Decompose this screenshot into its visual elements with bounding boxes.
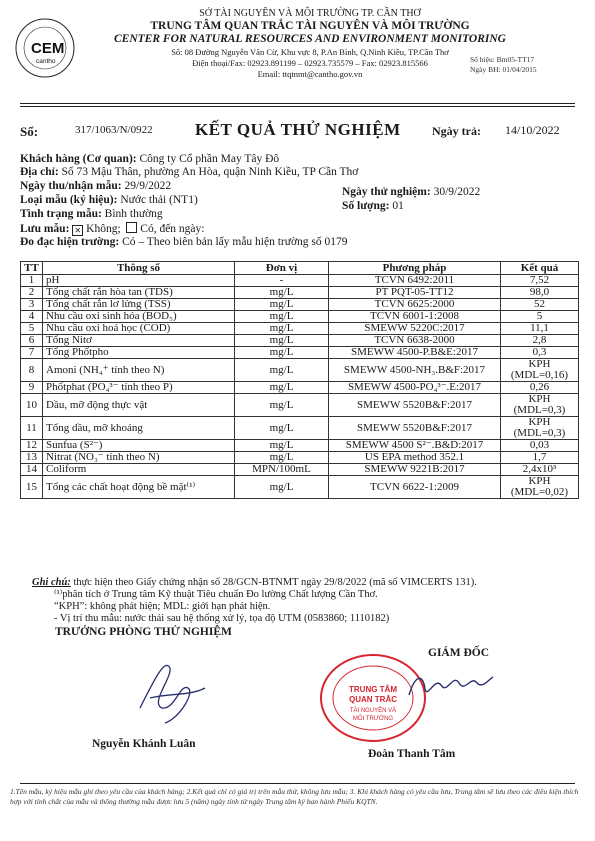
- table-row: [21, 347, 579, 359]
- center-address: Số: 08 Đường Nguyễn Văn Cừ, Khu vực 8, P.An Bình, Q.Ninh Kiều, TP.Cần Thơ: [171, 47, 449, 57]
- cell-result: KPH (MDL=0,3): [501, 417, 579, 440]
- cell-method: SMEWW 4500-NH₃.B&F:2017: [329, 359, 501, 382]
- director-name: Đoàn Thanh Tâm: [368, 748, 456, 760]
- table-row: [21, 287, 579, 299]
- table-row: [21, 382, 579, 394]
- report-number: 317/1063/N/0922: [75, 124, 153, 136]
- cell-method: PT PQT-05-TT12: [329, 287, 501, 299]
- header-tt: TT: [21, 262, 43, 275]
- cell-tt: 14: [21, 464, 43, 476]
- table-header-row: [21, 262, 579, 275]
- center-name-en: CENTER FOR NATURAL RESOURCES AND ENVIRONMENT MONITORING: [114, 33, 506, 45]
- cell-tt: 2: [21, 287, 43, 299]
- cell-unit: mg/L: [235, 347, 329, 359]
- header-divider: [20, 103, 575, 104]
- notes-line-3: “KPH”: không phát hiện; MDL: giới hạn phát hiện.: [54, 601, 271, 612]
- cell-method: SMEWW 4500 S²⁻.B&D:2017: [329, 440, 501, 452]
- customer-row: [20, 153, 279, 166]
- cell-unit: mg/L: [235, 452, 329, 464]
- cell-param: Nitrat (NO₃⁻ tính theo N): [43, 452, 235, 464]
- cell-tt: 7: [21, 347, 43, 359]
- sample-status-row: [20, 208, 163, 221]
- cell-unit: mg/L: [235, 382, 329, 394]
- director-title: GIÁM ĐỐC: [428, 647, 490, 659]
- cell-unit: mg/L: [235, 287, 329, 299]
- notes-line-2: ⁽¹⁾phân tích ở Trung tâm Kỹ thuật Tiêu chuẩn Đo lường Chất lượng Cần Thơ.: [54, 589, 378, 600]
- cell-tt: 4: [21, 311, 43, 323]
- cell-result: KPH (MDL=0,16): [501, 359, 579, 382]
- cell-param: Tổng chất rắn lơ lửng (TSS): [43, 299, 235, 311]
- field-measurement: Có – Theo biên bản lấy mẫu hiện trường số 0179: [122, 236, 348, 248]
- test-date-row: [342, 186, 480, 199]
- sample-type-label: Loại mẫu (ký hiệu):: [20, 194, 118, 206]
- cell-method: TCVN 6492:2011: [329, 275, 501, 287]
- storage-yes-label: Có, đến ngày:: [140, 223, 205, 235]
- field-measurement-label: Đo đạc hiện trường:: [20, 236, 120, 248]
- quantity-row: [342, 200, 404, 213]
- svg-text:TÀI NGUYÊN VÀ: TÀI NGUYÊN VÀ: [349, 708, 397, 714]
- quantity: 01: [392, 200, 404, 212]
- form-code-number: Số hiệu: Bm05-TT17: [470, 55, 535, 64]
- form-code: [470, 55, 537, 75]
- notes-line-1: thực hiện theo Giấy chứng nhận số 28/GCN-BTNMT ngày 29/8/2022 (mã số VIMCERTS 131).: [73, 577, 477, 588]
- cell-tt: 6: [21, 335, 43, 347]
- ministry-name: SỞ TÀI NGUYÊN VÀ MÔI TRƯỜNG TP. CẦN THƠ: [199, 8, 421, 19]
- header-method: Phương pháp: [329, 262, 501, 275]
- cell-result: 2,8: [501, 335, 579, 347]
- cell-unit: -: [235, 275, 329, 287]
- lab-head-name: Nguyễn Khánh Luân: [92, 738, 196, 750]
- cell-result: 5: [501, 311, 579, 323]
- cell-method: SMEWW 5520B&F:2017: [329, 417, 501, 440]
- center-name-vn: TRUNG TÂM QUAN TRẮC TÀI NGUYÊN VÀ MÔI TRƯỜNG: [150, 20, 470, 32]
- cell-result: 7,52: [501, 275, 579, 287]
- cell-param: pH: [43, 275, 235, 287]
- cell-result: 52: [501, 299, 579, 311]
- cell-method: TCVN 6638-2000: [329, 335, 501, 347]
- cell-unit: mg/L: [235, 476, 329, 499]
- customer-name: Công ty Cổ phần May Tây Đô: [139, 153, 280, 165]
- return-date-label: Ngày trả:: [432, 124, 481, 138]
- center-email: Email: ttqtnmt@cantho.gov.vn: [257, 69, 363, 79]
- cell-result: 11,1: [501, 323, 579, 335]
- cell-tt: 8: [21, 359, 43, 382]
- cell-unit: MPN/100mL: [235, 464, 329, 476]
- cell-param: Nhu cầu oxi sinh hóa (BOD₅): [43, 311, 235, 323]
- sample-type-row: [20, 194, 198, 207]
- center-phone: Điện thoại/Fax: 02923.891199 – 02923.735579 – Fax: 02923.815566: [192, 58, 428, 68]
- cell-param: Tổng các chất hoạt động bề mặt⁽¹⁾: [43, 476, 235, 499]
- table-row: [21, 417, 579, 440]
- customer-label: Khách hàng (Cơ quan):: [20, 153, 137, 165]
- svg-text:TRUNG TÂM: TRUNG TÂM: [349, 685, 397, 694]
- cell-unit: mg/L: [235, 335, 329, 347]
- cell-tt: 12: [21, 440, 43, 452]
- form-code-date: Ngày BH: 01/04/2015: [470, 65, 537, 74]
- cell-param: Tổng chất rắn hòa tan (TDS): [43, 287, 235, 299]
- header-result: Kết quả: [501, 262, 579, 275]
- return-date: 14/10/2022: [505, 123, 560, 137]
- cell-tt: 11: [21, 417, 43, 440]
- cell-result: KPH (MDL=0,02): [501, 476, 579, 499]
- report-number-label: Số:: [20, 124, 39, 139]
- table-row: [21, 476, 579, 499]
- footer-divider: [20, 783, 575, 784]
- cell-result: 0,03: [501, 440, 579, 452]
- cell-param: Amoni (NH₄⁺ tính theo N): [43, 359, 235, 382]
- storage-no-label: Không;: [86, 223, 121, 235]
- notes: [32, 577, 477, 625]
- cell-unit: mg/L: [235, 440, 329, 452]
- cell-method: TCVN 6622-1:2009: [329, 476, 501, 499]
- center-logo: [14, 17, 76, 79]
- cell-method: SMEWW 5520B&F:2017: [329, 394, 501, 417]
- cell-method: SMEWW 4500-PO₄³⁻.E:2017: [329, 382, 501, 394]
- cell-param: Phốtphat (PO₄³⁻ tính theo P): [43, 382, 235, 394]
- table-row: [21, 359, 579, 382]
- cell-tt: 13: [21, 452, 43, 464]
- table-row: [21, 452, 579, 464]
- header-unit: Đơn vị: [235, 262, 329, 275]
- cell-result: 98,0: [501, 287, 579, 299]
- cell-param: Tổng Phốtpho: [43, 347, 235, 359]
- results-table: [20, 261, 579, 499]
- table-row: [21, 311, 579, 323]
- sample-status: Bình thường: [104, 208, 163, 220]
- lab-head-signature: [110, 648, 220, 735]
- cell-tt: 9: [21, 382, 43, 394]
- cell-result: 2,4x10³: [501, 464, 579, 476]
- cell-unit: mg/L: [235, 359, 329, 382]
- cell-param: Tổng dầu, mỡ khoáng: [43, 417, 235, 440]
- cell-tt: 1: [21, 275, 43, 287]
- cell-unit: mg/L: [235, 311, 329, 323]
- cell-unit: mg/L: [235, 417, 329, 440]
- table-row: [21, 394, 579, 417]
- address-row: [20, 166, 358, 179]
- test-date-label: Ngày thử nghiệm:: [342, 186, 431, 198]
- header-param: Thông số: [43, 262, 235, 275]
- notes-line-4: - Vị trí thu mẫu: nước thải sau hệ thống xử lý, tọa độ UTM (0583860; 1110182): [54, 613, 390, 624]
- storage-yes-checkbox: [126, 222, 137, 233]
- cell-method: SMEWW 9221B:2017: [329, 464, 501, 476]
- svg-text:cantho: cantho: [36, 58, 56, 65]
- customer-address: Số 73 Mậu Thân, phường An Hòa, quận Ninh Kiều, TP Cần Thơ: [61, 166, 359, 178]
- table-row: [21, 464, 579, 476]
- address-label: Địa chỉ:: [20, 166, 59, 178]
- svg-text:MÔI TRƯỜNG: MÔI TRƯỜNG: [352, 716, 394, 722]
- cell-param: Coliform: [43, 464, 235, 476]
- cell-result: 1,7: [501, 452, 579, 464]
- svg-text:CEM: CEM: [31, 40, 65, 57]
- sample-status-label: Tình trạng mẫu:: [20, 208, 102, 220]
- table-row: [21, 440, 579, 452]
- notes-label: Ghi chú:: [32, 577, 71, 588]
- cell-tt: 3: [21, 299, 43, 311]
- cell-param: Sunfua (S²⁻): [43, 440, 235, 452]
- cell-tt: 15: [21, 476, 43, 499]
- cell-tt: 5: [21, 323, 43, 335]
- table-row: [21, 323, 579, 335]
- cell-unit: mg/L: [235, 299, 329, 311]
- table-row: [21, 299, 579, 311]
- receive-date-row: [20, 180, 171, 193]
- director-signature: [405, 665, 495, 710]
- cell-method: SMEWW 4500-P.B&E:2017: [329, 347, 501, 359]
- cell-unit: mg/L: [235, 394, 329, 417]
- sample-storage-row: [20, 222, 204, 236]
- table-row: [21, 335, 579, 347]
- page-title: KẾT QUẢ THỬ NGHIỆM: [195, 120, 401, 139]
- cell-method: SMEWW 5220C:2017: [329, 323, 501, 335]
- cell-param: Dầu, mỡ động thực vật: [43, 394, 235, 417]
- footnote: 1.Tên mẫu, ký hiệu mẫu ghi theo yêu cầu của khách hàng; 2.Kết quả chỉ có giá trị trên mẫu thử, không lưu mẫu; 3. Khi khách hàng có yêu cầu lưu, Trung tâm sẽ lưu theo các điều kiện thích hợp với tính chất của mẫu và thông thường mẫu được lưu 5 (năm) ngày tính từ ngày Trung tâm ký ban hành Phiếu KQTN.: [10, 787, 579, 806]
- cell-result: KPH (MDL=0,3): [501, 394, 579, 417]
- table-body: [21, 275, 579, 499]
- receive-date: 29/9/2022: [124, 180, 172, 192]
- cell-result: 0,3: [501, 347, 579, 359]
- field-measurement-row: [20, 236, 348, 249]
- cell-unit: mg/L: [235, 323, 329, 335]
- cell-result: 0,26: [501, 382, 579, 394]
- cell-tt: 10: [21, 394, 43, 417]
- cell-param: Tổng Nitơ: [43, 335, 235, 347]
- header-divider-thin: [20, 106, 575, 107]
- cell-method: TCVN 6625:2000: [329, 299, 501, 311]
- lab-head-title: TRƯỞNG PHÒNG THỬ NGHIỆM: [55, 626, 232, 638]
- cell-param: Nhu cầu oxi hoá học (COD): [43, 323, 235, 335]
- svg-text:QUAN TRẮC: QUAN TRẮC: [349, 695, 397, 704]
- receive-date-label: Ngày thu/nhận mẫu:: [20, 180, 122, 192]
- quantity-label: Số lượng:: [342, 200, 390, 212]
- sample-storage-label: Lưu mẫu:: [20, 223, 70, 235]
- storage-no-checkbox: ✕: [72, 225, 83, 236]
- cell-method: TCVN 6001-1:2008: [329, 311, 501, 323]
- cell-method: US EPA method 352.1: [329, 452, 501, 464]
- sample-type: Nước thải (NT1): [120, 194, 198, 206]
- table-row: [21, 275, 579, 287]
- test-date: 30/9/2022: [433, 186, 481, 198]
